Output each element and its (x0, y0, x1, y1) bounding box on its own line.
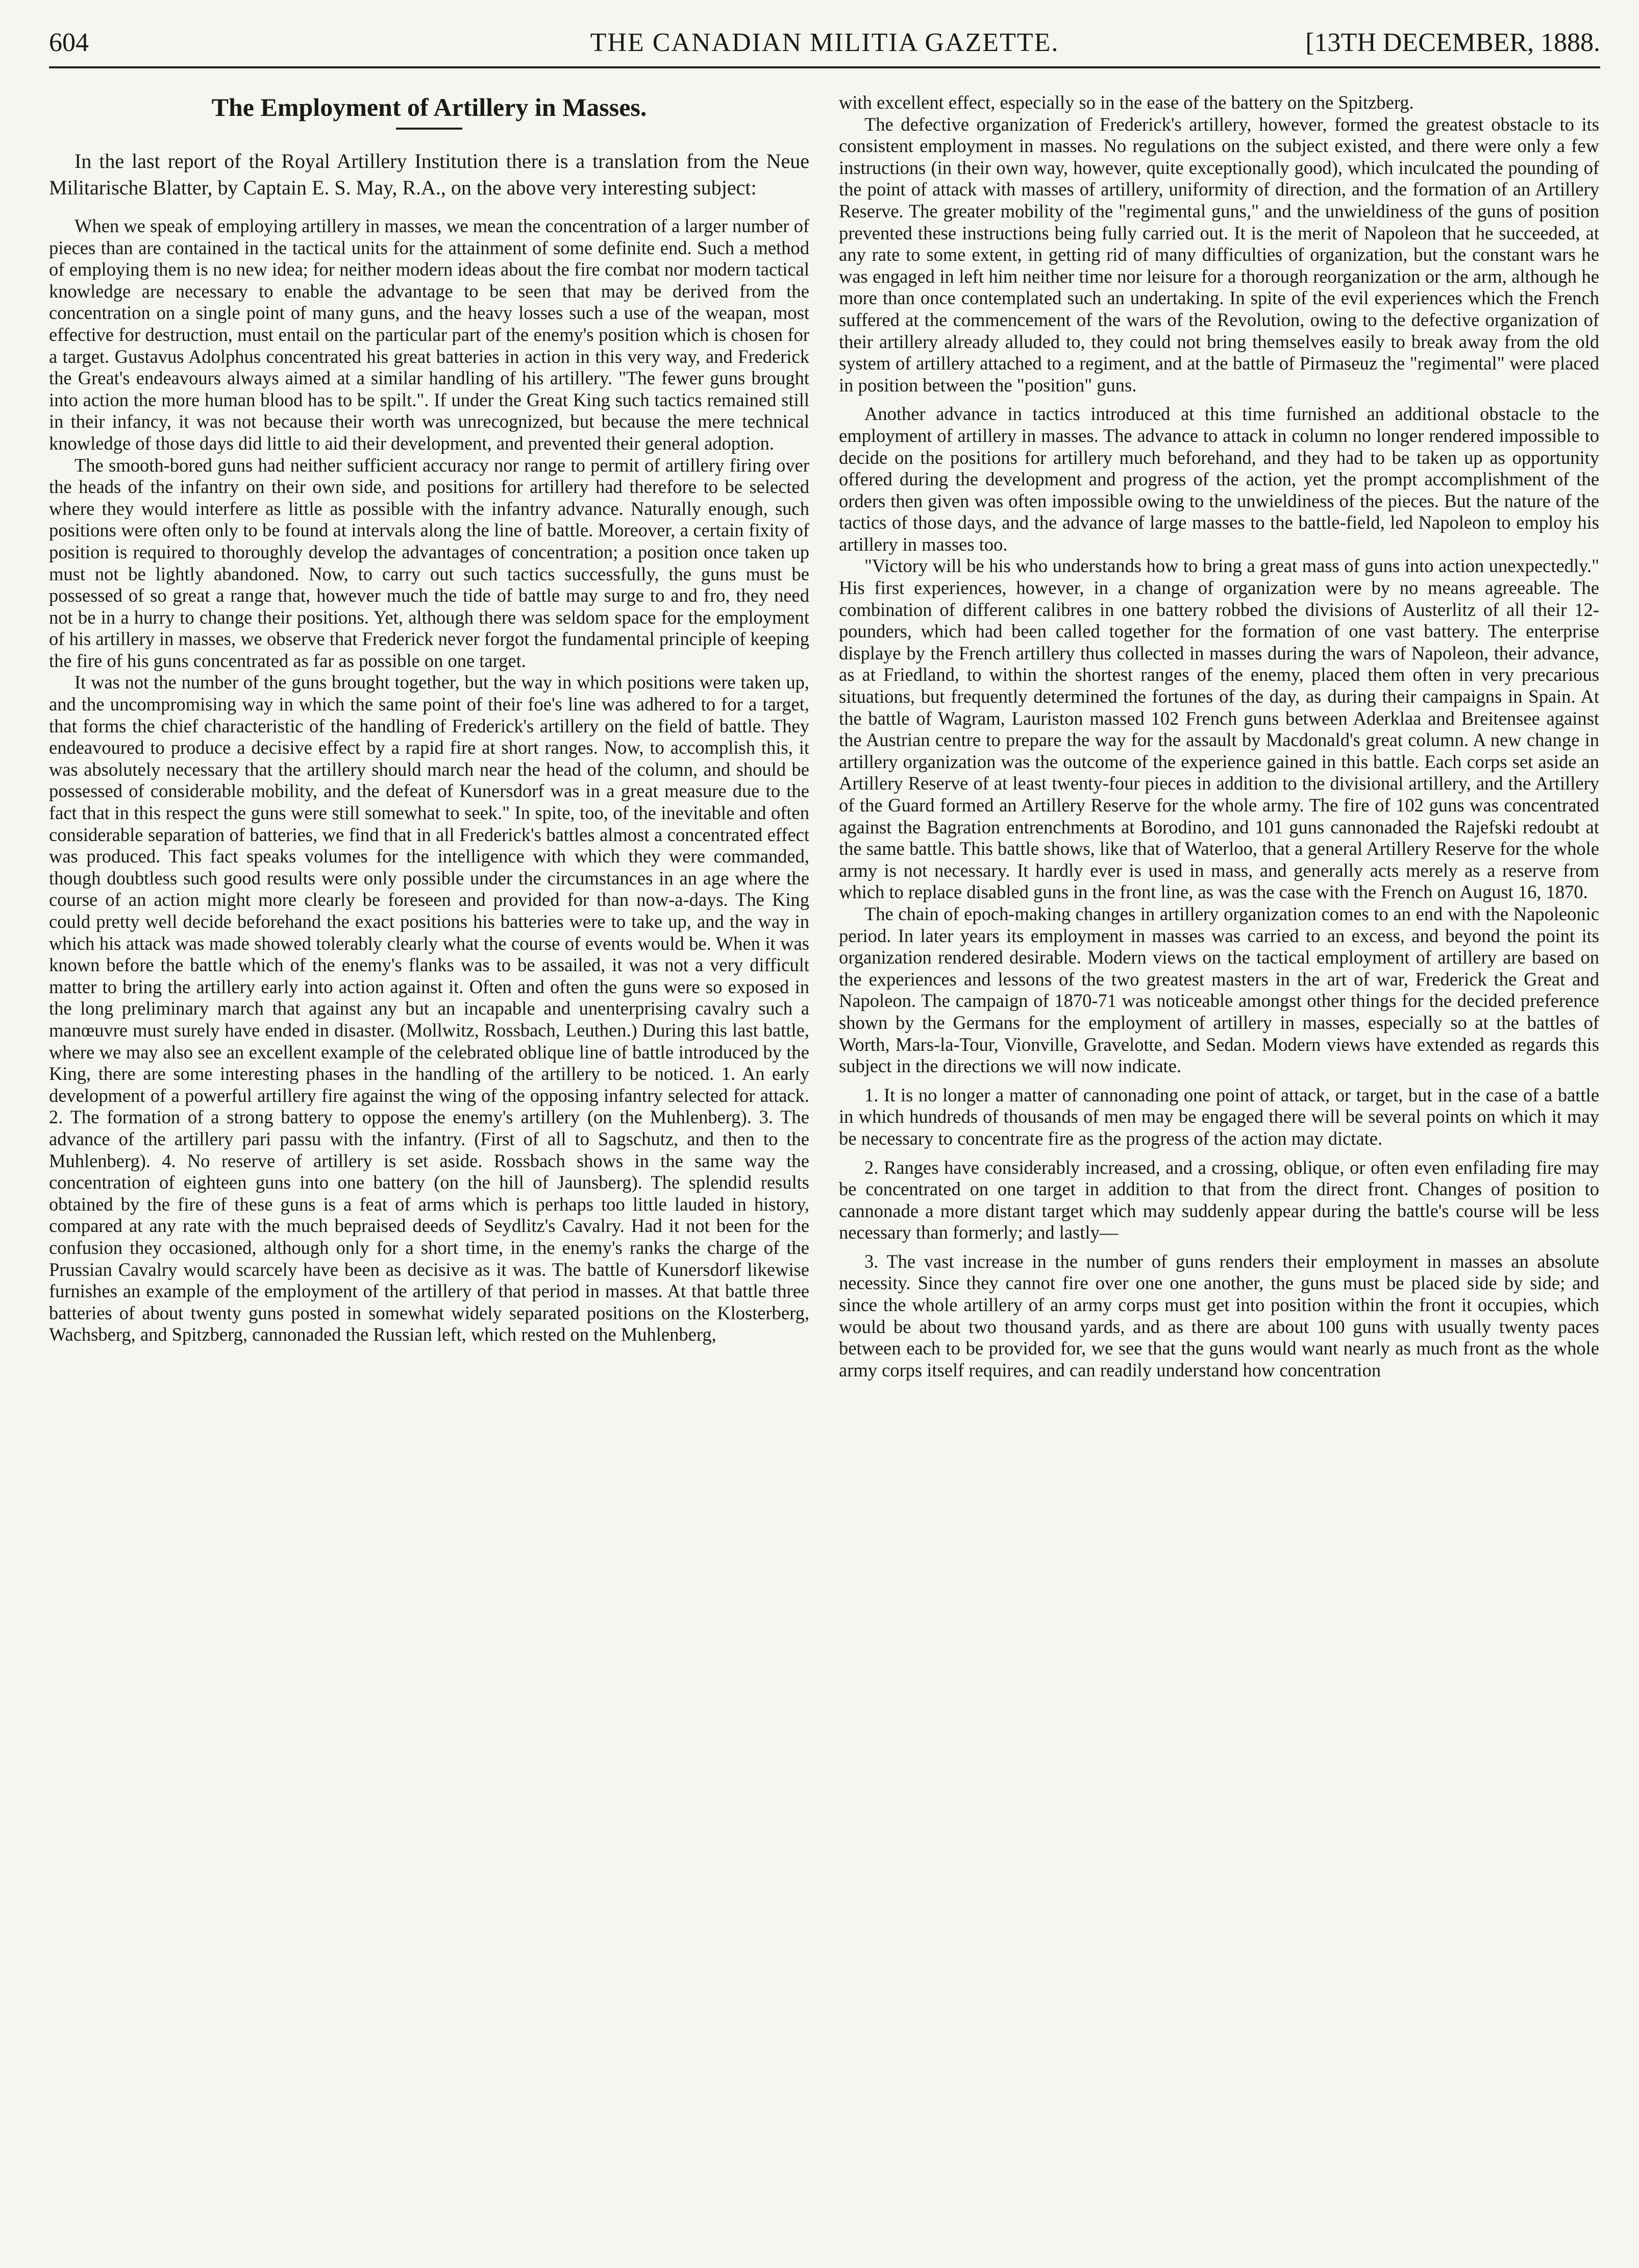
paragraph: 3. The vast increase in the number of guns renders their employment in masses an absolute necessity. Since they cannot fire over one one another, the guns must be placed side by side; and since the whole artillery of an army corps must get into position within the front it occupies, which would be about two thousand yards, and as there are about 100 guns with usually twenty paces between each to be provided for, we see that the guns would want nearly as much front as the whole army corps itself requires, and can readily understand how concentration (839, 1250, 1599, 1380)
paragraph: 2. Ranges have considerably increased, and a crossing, oblique, or often even enfilading fire may be concentrated on one target in addition to that from the direct front. Changes of position to cannonade a more distant target which may suddenly appear during the battle's course will be less necessary than formerly; and lastly— (839, 1156, 1599, 1243)
paragraph: Another advance in tactics introduced at this time furnished an additional obstacle to the employment of artillery in masses. The advance to attack in column no longer rendered impossible to decide on the positions for artillery much beforehand, and they had to be taken up as opportunity offered during the development and progress of the action, yet the prompt accomplishment of the orders then given was often impossible owing to the unwieldiness of the pieces. But the nature of the tactics of those days, and the advance of large masses to the battle-field, led Napoleon to employ his artillery in masses too. (839, 403, 1599, 555)
paragraph: It was not the number of the guns brought together, but the way in which positions were taken up, and the uncompromising way in which the same point of their foe's line was adhered to for a target, that forms the chief characteristic of the handling of Frederick's artillery on the field of battle. They endeavoured to produce a decisive effect by a rapid fire at short ranges. Now, to accomplish this, it was absolutely necessary that the artillery should march near the head of the column, and should be possessed of considerable mobility, and the defeat of Kunersdorf was in a great measure due to the fact that in this respect the guns were still somewhat to seek." In spite, too, of the inevitable and often considerable separation of batteries, we find that in all Frederick's battles almost a concentrated effect was produced. This fact speaks volumes for the intelligence with which they were commanded, though doubtless such good results were only possible under the circumstances in an age where the course of an action might more clearly be foreseen and provided for than now-a-days. The King could pretty well decide beforehand the exact positions his batteries were to take up, and the way in which his attack was made showed tolerably clearly what the course of events would be. When it was known before the battle which of the enemy's flanks was to be assailed, it was not a very difficult matter to bring the artillery early into action against it. Often and often the guns were so exposed in the long preliminary march that against any but an incapable and unenterprising cavalry such a manœuvre must surely have ended in disaster. (Mollwitz, Rossbach, Leuthen.) During this last battle, where we may also see an excellent example of the celebrated oblique line of battle introduced by the King, there are some interesting phases in the handling of the artillery to be noticed. 1. An early development of a powerful artillery fire against the wing of the opposing infantry selected for attack. 2. The formation of a strong battery to oppose the enemy's artillery (on the Muhlenberg). 3. The advance of the artillery pari passu with the infantry. (First of all to Sagschutz, and then to the Muhlenberg). 4. No reserve of artillery is set aside. Rossbach shows in the same way the concentration of eighteen guns into one battery (on the hill of Jaunsberg). The splendid results obtained by the fire of these guns is a feat of arms which is perhaps too little lauded in history, compared at any rate with the much bepraised deeds of Seydlitz's Cavalry. Had it not been for the confusion they occasioned, although only for a short time, in the enemy's ranks the charge of the Prussian Cavalry would scarcely have been as decisive as it was. The battle of Kunersdorf likewise furnishes an example of the employment of the artillery of that period in masses. At that battle three batteries of about twenty guns posted in somewhat widely separated positions on the Klosterberg, Wachsberg, and Spitzberg, cannonaded the Russian left, which rested on the Muhlenberg, (49, 672, 809, 1345)
paragraph: "Victory will be his who understands how to bring a great mass of guns into action unexpectedly." His first experiences, however, in a change of organization were by no means agreeable. The combination of different calibres in one battery robbed the divisions of Austerlitz of all their 12-pounders, which had been called together for the formation of one vast battery. The enterprise displaye by the French artillery thus collected in masses during the wars of Napoleon, their advance, as at Friedland, to within the shortest ranges of the enemy, placed them often in very precarious situations, but frequently determined the fortunes of the day, as during their campaigns in Spain. At the battle of Wagram, Lauriston massed 102 French guns between Aderklaa and Breitensee against the Austrian centre to prepare the way for the assault by Macdonald's great column. A new change in artillery organization was the outcome of the experience gained in this battle. Each corps set aside an Artillery Reserve of at least twenty-four pieces in addition to the divisional artillery, and the Artillery of the Guard formed an Artillery Reserve for the whole army. The fire of 102 guns was concentrated against the Bagration entrenchments at Borodino, and 101 guns cannonaded the Rajefski redoubt at the same battle. This battle shows, like that of Waterloo, that a general Artillery Reserve for the whole army is not necessary. It hardly ever is used in mass, and generally acts merely as a reserve from which to replace disabled guns in the front line, as was the case with the French on August 16, 1870. (839, 555, 1599, 903)
publication-title: THE CANADIAN MILITIA GAZETTE. (590, 28, 1059, 57)
paragraph: The defective organization of Frederick's artillery, however, formed the greatest obstacle to its consistent employment in masses. No regulations on the subject existed, and there were only a few instructions (in their own way, however, quite exceptionally good), which inculcated the pounding of the point of attack with masses of artillery, uniformity of direction, and the formation of an Artillery Reserve. The greater mobility of the "regimental guns," and the unwieldiness of the guns of position prevented these instructions being fully carried out. It is the merit of Napoleon that he succeeded, at any rate to some extent, in getting rid of many difficulties of organization, but the constant wars he was engaged in left him neither time nor leisure for a thorough reorganization or the arm, although he more than once contemplated such an undertaking. In spite of the evil experiences which the French suffered at the commencement of the wars of the Revolution, owing to the defective organization of their artillery already alluded to, they could not bring themselves easily to break away from the old system of artillery attached to a regiment, and at the battle of Pirmaseuz the "regimental" were placed in position between the "position" guns. (839, 113, 1599, 396)
page-number: 604 (49, 28, 89, 57)
paragraph: When we speak of employing artillery in masses, we mean the concentration of a larger number of pieces than are contained in the tactical units for the attainment of some definite end. Such a method of employing them is no new idea; for neither modern ideas about the fire combat nor modern tactical knowledge are necessary to enable the advantage to be seen that may be derived from the concentration on a single point of many guns, and the heavy losses such a use of the weapan, most effective for destruction, must entail on the particular part of the enemy's position which is chosen for a target. Gustavus Adolphus concentrated his great batteries in action in this very way, and Frederick the Great's endeavours always aimed at a similar handling of his artillery. "The fewer guns brought into action the more human blood has to be spilt.". If under the Great King such tactics remained still in their infancy, it was not because their worth was unrecognized, but because the mere technical knowledge of those days did little to aid their development, and prevented their general adoption. (49, 215, 809, 454)
paragraph: The smooth-bored guns had neither sufficient accuracy nor range to permit of artillery firing over the heads of the infantry on their own side, and positions for artillery had therefore to be selected where they would interfere as little as possible with the infantry advance. Naturally enough, such positions were often only to be found at intervals along the line of battle. Moreover, a certain fixity of position is required to thoroughly develop the advantages of concentration; a position once taken up must not be lightly abandoned. Now, to carry out such tactics successfully, the guns must be possessed of so great a range that, however much the tide of battle may surge to and fro, they need not be in a hurry to change their positions. Yet, although there was seldom space for the employment of his artillery in masses, we observe that Frederick never forgot the fundamental principle of keeping the fire of his guns concentrated as far as possible on one target. (49, 454, 809, 671)
right-column (839, 92, 1599, 2251)
left-column (49, 92, 809, 2251)
newspaper-page (49, 20, 1600, 2256)
paragraph: 1. It is no longer a matter of cannonading one point of attack, or target, but in the case of a battle in which hundreds of thousands of men may be engaged there will be several points on which it may be necessary to concentrate fire as the progress of the action may dictate. (839, 1084, 1599, 1149)
article-title: The Employment of Artillery in Masses. (211, 93, 647, 121)
issue-date: [13TH DECEMBER, 1888. (1305, 28, 1600, 57)
paragraph: The chain of epoch-making changes in artillery organization comes to an end with the Napoleonic period. In later years its employment in masses was carried to an excess, and beyond the point its organization rendered desirable. Modern views on the tactical employment of artillery are based on the experiences and lessons of the two greatest masters in the art of war, Frederick the Great and Napoleon. The campaign of 1870-71 was noticeable amongst other things for the decided preference shown by the Germans for the employment of artillery in masses, especially so at the battles of Worth, Mars-la-Tour, Vionville, Gravelotte, and Sedan. Modern views have extended as regards this subject in the directions we will now indicate. (839, 903, 1599, 1077)
paragraph: with excellent effect, especially so in the ease of the battery on the Spitzberg. (839, 92, 1414, 113)
page-header (49, 20, 1600, 68)
title-rule (396, 128, 462, 130)
article-intro: In the last report of the Royal Artillery Institution there is a translation from the Neue Militarische Blatter, by Captain E. S. May, R.A., on the above very interesting subject: (49, 150, 809, 199)
